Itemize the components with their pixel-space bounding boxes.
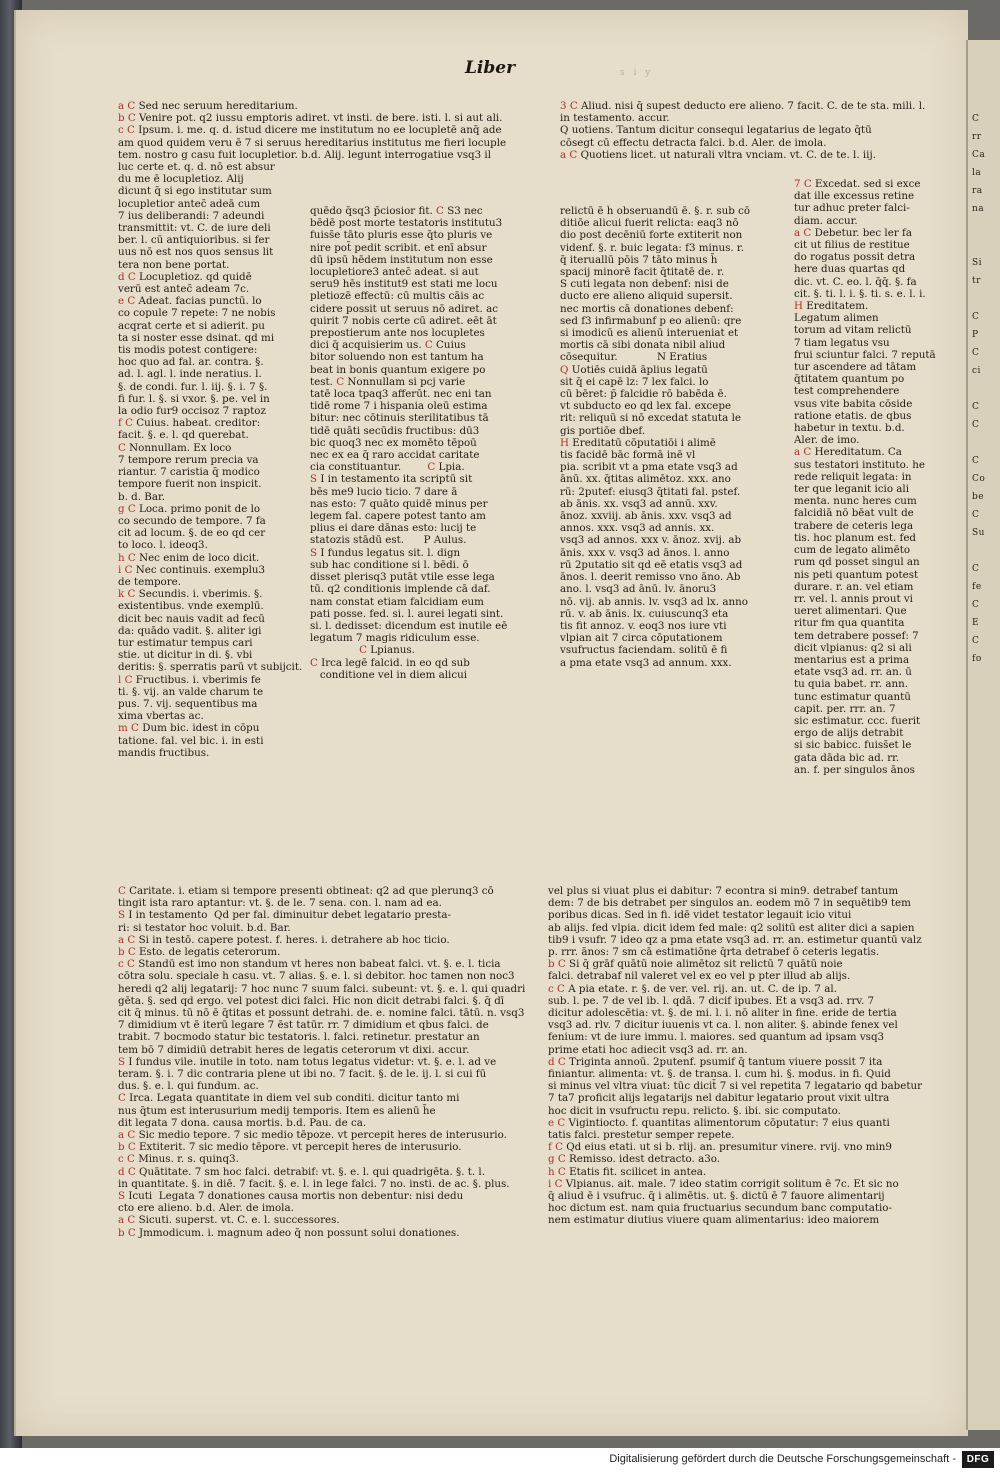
gloss-column-far-right [794,178,944,898]
text-line: ānos. l. deerit remisso vno āno. Ab [560,571,741,584]
text-line: bēs me9 lucio ticio. 7 dare ā [310,485,458,498]
dfg-logo: DFG [962,1451,994,1468]
text-line: l C Fructibus. i. vberimis fe [118,673,261,686]
text-line: rr. vel. l. annis prout vi [794,592,913,605]
text-line: S I in testamento ita scriptū sit [310,473,473,486]
text-line: cidere possit ut seruus nō adiret. ac [310,302,498,315]
text-line: vlpian ait 7 circa cōputationem [560,632,723,645]
text-line: a pma etate vsq3 ad annum. xxx. [560,656,732,669]
folio-show-through: s i y [620,68,654,78]
text-line: transmittit: vt. C. de iure deli [118,222,271,235]
text-line: cit. §. ti. l. i. §. ti. s. e. l. i. [794,287,926,300]
text-line: heredi q2 alij legatarij: 7 hoc nunc 7 suum falci. subeunt: vt. §. e. l. qui quadri [118,982,526,995]
text-line: nō. vij. ab annis. lv. vsq3 ad lx. anno [560,595,748,608]
text-line: pletiozē effectū: cū multis cāis ac [310,290,485,303]
text-line: vsq3 ad. rlv. 7 dicitur iuuenis vt ca. l. non aliter. §. abinde fenex vel [548,1019,898,1032]
text-line: C Irca legē falcid. in eo qd sub [310,656,470,669]
text-line: ānoz. xxviij. ab ānis. xxv. vsq3 ad [560,510,732,523]
text-line: si minus vel vltra viuat: tūc dicit̄ 7 si vel repetita 7 legatario qd babetur [548,1080,923,1093]
text-line: facit. §. e. l. qd querebat. [118,429,249,442]
text-line: dū ipsū hēdem institutum non esse [310,253,493,266]
text-line: conditione vel in diem alicui [310,668,468,681]
text-line: ab ānis. xx. vsq3 ad annū. xxv. [560,497,718,510]
main-text-column-right [560,205,788,885]
text-line: tis facidē bāc formā inē vl [560,449,696,462]
text-line: finiantur. alimenta: vt. §. de transa. l. cum hi. §. modus. in fi. Quid [548,1068,891,1081]
text-line: p. rrr. ānos: 7 sm cā estimatiōne q̄rta detrabef ō ceteris legatis. [548,946,880,959]
text-line: i C Nec continuis. exemplu3 [118,563,266,576]
text-line: frui sciuntur falci. 7 reputā [794,348,936,361]
text-line: cū bēret: p̄ falcidie rō babēda ē. [560,388,727,401]
text-line: spacij minorē facit q̄titatē de. r. [560,266,725,279]
text-line: ratione etatis. de qbus [794,409,912,422]
text-line: tingit ista raro aptantur: vt. §. de le. 7 sena. con. l. nam ad ea. [118,897,442,910]
text-line: tū. q2 conditionis implende cā daf. [310,583,491,596]
text-line: dici q̄ acquisierim us. C Cuius [310,339,466,352]
text-line: relictū ē h̄ obseruandū ē. §. r. sub cō [560,205,751,217]
text-line: in testamento. accur. [560,112,670,125]
text-line: vsus vite babita cōside [794,397,913,410]
text-line: 7 tiam legatus vsu [794,336,890,349]
text-line: si imodicū es alienū interueniat et [560,327,739,340]
text-line: verū est antec̄ adeam 7c. [118,283,250,296]
text-line: rum qd posset singul an [794,556,920,569]
text-line: here duas quartas qd [794,263,906,276]
text-line: ri: si testator hoc voluit. b.d. Bar. [118,921,291,934]
text-line: falci. detrabaf nil valeret vel ex eo vel p pter illud ab alijs. [548,970,851,983]
text-line: H Ereditatem. [794,300,869,313]
text-line: du me ē locupletioz. Alij [118,173,244,186]
text-line: C Caritate. i. etiam si tempore presenti obtineat: q2 ad que plerunq3 cō [118,885,494,897]
text-line: poribus dicas. Sed in fi. idē videt testator legauit icio vitui [548,909,852,922]
text-line: prepostierum ante nos locupletes [310,327,485,340]
text-line: dicitur adolescētia: vt. §. de mi. l. i. nō aliter in fine. eride de tertia [548,1007,897,1020]
text-line: gata dāda bic ad. rr. [794,751,900,764]
text-line: videnf. §. r. buic legata: f3 minus. r. [560,241,744,254]
text-line: trabit. 7 bocmodo statur bic testatoris. l. falci. retinetur. prestatur an [118,1031,480,1044]
text-line: la odio fur9 occisoz 7 raptoz [118,405,266,418]
text-line: tis modis potest contigere: [118,344,258,357]
text-line: b C Si q̄ grāf quātū noie alimētoz sit relictū 7 quātū noie [548,958,843,971]
text-line: gēta. §. sed qd ergo. vel potest dici falci. Hic non dicit detrabi falci. §. q̄ dī [118,994,505,1007]
text-line: c C Standū est imo non standum vt heres non babeat falci. vt. §. e. l. ticia [118,958,501,971]
text-line: ānis. xxx v. vsq3 ad ānos. l. anno [560,546,730,559]
text-line: sub. l. pe. 7 de vel ib. l. qdā. 7 dicif ipubes. Et a vsq3 ad. rrv. 7 [548,994,875,1007]
text-line: seru9 hēs institut9 est stati me locu [310,278,498,291]
text-line: hoc dictum est. nam quia fructuarius secundum banc computatio- [548,1202,892,1215]
text-line: g C Loca. primo ponit de lo [118,502,261,515]
text-line: dicunt q̄ si ego institutar sum [118,185,272,198]
text-line: nam constat etiam falcidiam eum [310,595,484,608]
text-line: rū: 2putef: eiusq3 q̄titati fal. pstef. [560,485,741,498]
text-line: dio post decēniū forte extiterit non [560,229,743,242]
text-line: capit. per. rrr. an. 7 [794,702,899,715]
text-line: durare. r. an. vel etiam [794,580,914,593]
text-line: S I fundus legatus sit. l. dign [310,546,461,559]
text-line: nus q̄tum est interusurium medij temporis. Item es alienū h̄e [118,1104,436,1117]
text-line: si sic babicc. fuiss̄et le [794,739,912,752]
text-line: da: quādo vadit. §. aliter igi [118,624,262,637]
text-line: acqrat certe et si adierit. pu [118,319,265,332]
text-line: nem estimatur diutius viuere quam alimentarius: ideo maiorem [548,1214,880,1227]
text-line: tur estimatur tempus cari [118,636,253,649]
text-line: 3 C Aliud. nisi q̄ supest deducto ere alieno. 7 facit. C. de te sta. mili. l. [560,100,926,112]
text-line: fi fur. l. §. si vxor. §. pe. vel in [118,392,270,405]
gloss-block-bottom-right [548,885,940,1325]
text-line: d C Triginta annoū. 2putenf. psumif q̄ tantum viuere possit 7 ita [548,1055,883,1068]
text-line: c C Minus. r. s. quinq3. [118,1153,239,1166]
text-line: habetur in textu. b.d. [794,422,905,435]
text-line: nas esto: 7 quāto quidē minus per [310,497,488,510]
text-line: bitor soluendo non est tantum ha [310,351,484,364]
text-line: quēdo q̄sq3 p̄ciosior fit. C S3 nec [310,205,483,217]
text-line: b C Esto. de legatis ceterorum. [118,946,281,959]
text-line: beat in bonis quantum exigere po [310,363,486,376]
text-line: ritur fm qua quantita [794,617,905,630]
text-line: d C Quātitate. 7 sm hoc falci. detrabif: vt. §. e. l. qui quadrigēta. §. t. l. [118,1165,485,1178]
text-line: Q Uotiēs cuidā āplius legatū [560,363,708,376]
text-line: cit ad locum. §. de eo qd cer [118,527,266,540]
adjacent-page-edge [966,40,1000,1430]
text-line: cit q̄ minus. tū nō ē q̄titas et possunt detrahi. de. e. nomine falci. tātū. n. vsq3 [118,1007,525,1020]
text-line: si. l. dedisset: dicendum est inutile eē [310,619,508,632]
text-line: §. de condi. fur. l. iij. §. i. 7 §. [118,380,268,393]
text-line: hoc dicit in vsufructu repu. relicto. §. ibi. sic computato. [548,1104,841,1117]
text-line: fenium: vt de iure immu. l. maiores. sed quantum ad ipsam vsq3 [548,1031,885,1044]
text-line: rede reliquit legata: in [794,470,912,483]
text-line: dem: 7 de bis detrabet per singulos an. eodem mō 7 in sequētib9 tem [548,897,911,910]
text-line: pia. scribit vt a pma etate vsq3 ad [560,461,738,474]
text-line: rū. v. ab ānis. lx. cuiuscunq3 eta [560,607,729,620]
text-line: ad. l. agl. l. inde neratius. l. [118,368,262,381]
text-line: ter que leganit icio ali [794,483,910,496]
text-line: tur adhuc preter falci- [794,202,910,215]
text-line: ti. §. vij. an valde charum te [118,685,264,698]
text-line: tib9 i vsufr. 7 ideo qz a pma etate vsq3 ad. rr. an. estimetur quantū valz [548,933,922,946]
text-line: tera non bene portat. [118,258,230,271]
text-line: S Icuti Legata 7 donationes causa mortis non debentur: nisi dedu [118,1190,464,1203]
text-line: a C Hereditatum. Ca [794,446,902,459]
text-line: b C Venire pot. q2 iussu emptoris adiret. vt insti. de bere. isti. l. si aut ali. [118,112,503,125]
text-line: tis fit annoz. v. eoq3 nos iure vti [560,619,727,632]
text-line: vt subducto eo qd lex fal. excepe [560,400,732,413]
text-line: co secundo de tempore. 7 fa [118,514,266,527]
text-line: dicit vlpianus: q2 si ali [794,641,912,654]
text-line: e C Adeat. facias punctū. lo [118,295,262,308]
digitization-footer [0,1448,1000,1472]
text-line: h C Etatis fit. scilicet in antea. [548,1165,707,1178]
text-line: q̄ aliud ē i vsufruc. q̄ i alimētis. ut. §. dictū ē 7 fauore alimentarij [548,1190,885,1203]
text-line: rū 2putatio sit qd eē etatis vsq3 ad [560,558,743,571]
text-line: luc certe et. q. d. nō est absur [118,161,275,174]
text-line: ānū. xx. q̄titas alimētoz. xxx. ano [560,473,731,486]
text-line: vel plus si viuat plus ei dabitur: 7 econtra si min9. detrabef tantum [548,885,899,897]
text-line: co copule 7 repete: 7 ne nobis [118,307,276,320]
text-line: sus testatori instituto. he [794,458,925,471]
text-line: C Irca. Legata quantitate in diem vel sub conditi. dicitur tanto mi [118,1092,460,1105]
text-line: tatis falci. prestetur semper repete. [548,1129,735,1142]
text-line: 7 tempore rerum precia va [118,453,259,466]
text-line: tatione. fal. vel bic. i. in esti [118,734,264,747]
text-line: mortis cā sibi donata nibil aliud [560,339,726,352]
text-line: mentarius est a prima [794,653,910,666]
text-line: f C Qd eius etati. ut si b. rlij. an. presumitur vinere. rvij. vno min9 [548,1141,892,1154]
text-line: uus nō est nos quos sensus lit [118,246,274,259]
text-line: riantur. 7 caristia q̄ modico [118,466,260,479]
text-line: dic. vt. C. eo. l. q̄q̄. §. fa [794,275,917,288]
text-line: dicit bec nauis vadit ad fecū [118,612,265,625]
text-line: nis peti quantum potest [794,568,919,581]
text-line: f C Cuius. habeat. creditor: [118,417,261,430]
text-line: rit: reliquū si nō excedat statuta le [560,412,741,425]
text-line: torum ad vitam relictū [794,324,912,337]
text-line: q̄titatem quantum po [794,373,905,386]
text-line: c C A pia etate. r. §. de ver. vel. rij. an. ut. C. de ip. 7 al. [548,982,837,995]
text-line: a C Debetur. bec ler fa [794,226,912,239]
text-line: legem fal. capere potest tanto am [310,510,486,523]
text-line: to loco. l. ideoq3. [118,539,208,552]
text-line: pati posse. fed. si. l. aurei legati sint. [310,607,504,620]
text-line: locupletior antec̄ adeā cum [118,197,261,210]
text-line: prime etati hoc adiecit vsq3 ad. rr. an. [548,1043,748,1056]
text-line: tis. hoc planum est. fed [794,531,917,544]
text-line: bic quoq3 nec ex momēto tēpoū [310,436,477,449]
text-line: tem. nostro g casu fuit locupletior. b.d. Alij. legunt interrogatiue vsq3 il [118,148,492,161]
text-line: ergo de alijs detrabit [794,727,904,740]
text-line: ab alijs. fed vlpia. dicit idem fed male: q2 solitū est aliter dici a sapien [548,921,915,934]
text-line: fuiss̄e tāto pluris esse q̄to pluris ve [310,229,493,242]
text-line: trabere de ceteris lega [794,519,914,532]
text-line: quirit 7 nobis certe cū adiret. eēt āt [310,314,497,327]
text-line: sic estimatur. ccc. fuerit [794,714,921,727]
gloss-block-bottom-left [118,885,538,1385]
text-line: b. d. Bar. [118,490,166,503]
text-line: d C Locupletioz. qd quidē [118,270,252,283]
text-line: sed f3 infirmabunf p eo alienū: qre [560,314,742,327]
text-line: Legatum alimen [794,312,879,325]
text-line: vsq3 ad annos. xxx v. ānoz. xvij. ab [560,534,742,547]
text-line: tem detrabere possef: 7 [794,629,919,642]
text-line: k C Secundis. i. vberimis. §. [118,588,263,601]
text-line: a C Quotiens licet. ut naturali vltra vnciam. vt. C. de te. l. iij. [560,148,876,161]
text-line: ber. l. cū antiquioribus. si fer [118,234,270,247]
text-line: existentibus. vnde exemplū. [118,600,264,613]
text-line: b C Jmmodicum. i. magnum adeo q̄ non possunt solui donationes. [118,1226,460,1239]
adjacent-page-text: C rr Ca la ra na Si tr C P C ci C C C Co be C Su C fe C E C fo [972,114,986,664]
text-line: tidē rome 7 i hispania oleū estima [310,400,488,413]
text-line: diam. accur. [794,214,858,227]
text-line: ano. l. vsq3 ad ānū. lv. ānoru3 [560,583,717,596]
text-line: S I fundus vile. inutile in toto. nam totus legatus videtur: vt. §. e. l. ad ve [118,1055,497,1068]
text-line: S cuti legata non debenf: nisi de [560,278,729,291]
text-line: cto ere alieno. b.d. Aler. de imola. [118,1202,294,1215]
text-line: a C Sicuti. superst. vt. C. e. l. successores. [118,1214,340,1227]
text-line: 7 dimidium vt ē iterū legare 7 ēst tatūr. rr. 7 dimidium et qbus falci. de [118,1019,489,1032]
text-line: c C Ipsum. i. me. q. d. istud dicere me institutum no ee locupletē anq̄ ade [118,124,502,137]
text-line: hoc quo ad fal. ar. contra. §. [118,356,264,369]
text-line: bitur: nec cōtinuis sterilitatibus tā [310,412,489,425]
text-line: sit q̄ ei capē lz: 7 lex falci. lo [560,375,709,388]
text-line: gis portiōe dbef. [560,424,646,437]
text-line: e C Vigintiocto. f. quantitas alimentorum cōputatur: 7 eius quanti [548,1116,890,1129]
text-line: sub hac conditione si l. bēdi. ō [310,558,469,571]
text-line: dit legata 7 dona. causa mortis. b.d. Pau. de ca. [118,1116,367,1129]
text-line: i C Vlpianus. ait. male. 7 ideo statim corrigit solitum ē 7c. Et sic no [548,1177,899,1190]
text-line: falcidiā nō bēat vult de [794,507,914,520]
text-line: cōsequitur. N Eratius [560,351,708,364]
text-line: cia constituantur. C Lpia. [310,461,465,474]
text-line: pus. 7. vij. sequentibus ma [118,697,258,710]
text-line: tempore fuerit non inspicit. [118,478,262,491]
text-line: stie. ut dicitur in di. §. vbi [118,649,253,662]
text-line: tu quia babet. rr. ann. [794,678,909,691]
running-head: Liber [464,58,516,78]
text-line: do rogatus possit detra [794,251,916,264]
text-line: mandis fructibus. [118,746,210,759]
text-line: tem bō 7 dimidiū detrabit heres de legatis ceterorum vt dixi. accur. [118,1043,470,1056]
text-line: m C Dum bic. idest in cōpu [118,722,260,735]
text-line: nec mortis cā donationes debenf: [560,302,734,315]
text-line: Aler. de imo. [794,434,860,447]
text-line: annos. xxx. vsq3 ad annis. xx. [560,522,715,535]
text-line: ueret alimentari. Que [794,605,907,618]
text-line: bēdē post morte testatoris institutu3 [310,217,503,230]
text-line: etate vsq3 ad. rr. an. ū [794,666,912,679]
text-line: tidē quāti secūdis fructibus: dū3 [310,424,480,437]
text-line: ditiōe alicui fuerit relicta: eaq3 nō [560,217,739,230]
text-line: test comprehendere [794,385,900,398]
text-line: cōsegt cū effectu detracta falci. b.d. Aler. de imola. [560,136,827,149]
text-line: a C Si in testō. capere potest. f. heres. i. detrahere ab hoc ticio. [118,933,450,946]
text-line: de tempore. [118,575,182,588]
text-line: xima vbertas ac. [118,710,204,723]
text-line: vsufructus faciendam. solitū ē fi [560,644,728,657]
text-line: locupletiore3 antec̄ adeat. si aut [310,266,479,279]
text-line: teram. §. i. 7 dic contraria plene ut ibi no. 7 facit. §. de le. ij. l. si cui fū [118,1068,487,1081]
text-line: dat ille excessus retine [794,190,915,203]
text-line: test. C Nonnullam si pcj varie [310,375,466,388]
text-line: q̄ iteruallū pōis 7 tāto minus h̄ [560,253,718,266]
text-line: H Ereditatū cōputatiōi i alimē [560,436,716,449]
main-text-column-left [310,205,540,905]
text-line: ta si noster esse dsinat. qd mi [118,331,275,344]
text-line: g C Remisso. idest detracto. a3o. [548,1153,721,1166]
text-line: cit ut filius de restitue [794,239,910,252]
text-line: C Lpianus. [359,644,415,657]
text-line: nec ex ea q̄ raro accidat caritate [310,449,480,462]
text-line: tur ascendere ad tātam [794,361,917,374]
text-line: a C Sic medio tepore. 7 sic medio tēpoze. vt percepit heres de interusurio. [118,1129,507,1142]
text-line: am quod quidem veru ē 7 si seruus hereditarius institutus me fieri locuple [118,136,507,149]
text-line: a C Sed nec seruum hereditarium. [118,100,298,112]
text-line: menta. nunc heres cum [794,495,917,508]
text-line: plius ei dare dānas esto: lucij te [310,522,477,535]
text-line: Q uotiens. Tantum dicitur consequi legatarius de legato q̄tū [560,124,872,137]
text-line: tunc estimatur quantū [794,690,911,703]
text-line: an. f. per singulos ānos [794,763,915,776]
text-line: dus. §. e. l. qui fundum. ac. [118,1080,259,1093]
text-line: cōtra solu. speciale h casu. vt. 7 alias. §. e. l. si debitor. hoc tamen non noc3 [118,970,515,983]
text-line: in quantitate. §. in diē. 7 facit. §. e. l. in lege falci. 7 no. insti. de ac. §. plus. [118,1177,510,1190]
text-line: C Nonnullam. Ex loco [118,441,232,454]
text-line: disset plerisq3 putāt vtile esse lega [310,571,495,584]
text-line: tatē loca tpaq3 afferūt. nec eni tan [310,388,492,401]
text-line: 7 ius deliberandi: 7 adeundi [118,209,265,222]
text-line: deritis: §. sperratis parū vt subijcit. [118,661,303,674]
text-line: cum de legato alimēto [794,544,911,557]
text-line: h C Nec enim de loco dicit. [118,551,260,564]
text-line: S I in testamento Qd per fal. diminuitur debet legatario presta- [118,909,451,922]
text-line: ducto ere alieno aliquid supersit. [560,290,733,303]
text-line: statozis stādū est. P Aulus. [310,534,467,547]
funding-credit: Digitalisierung gefördert durch die Deutsche Forschungsgemeinschaft - [609,1453,956,1465]
text-line: 7 ta7 proficit alijs legatarijs nel dabitur legatario prout vixit ultra [548,1092,890,1105]
text-line: 7 C Excedat. sed si exce [794,178,921,190]
text-line: nire pot̄ pedit scribit. et enī absur [310,241,487,254]
text-line: legatum 7 magis ridiculum esse. [310,632,480,645]
text-line: b C Extiterit. 7 sic medio tēpore. vt percepit heres de interusurio. [118,1141,462,1154]
